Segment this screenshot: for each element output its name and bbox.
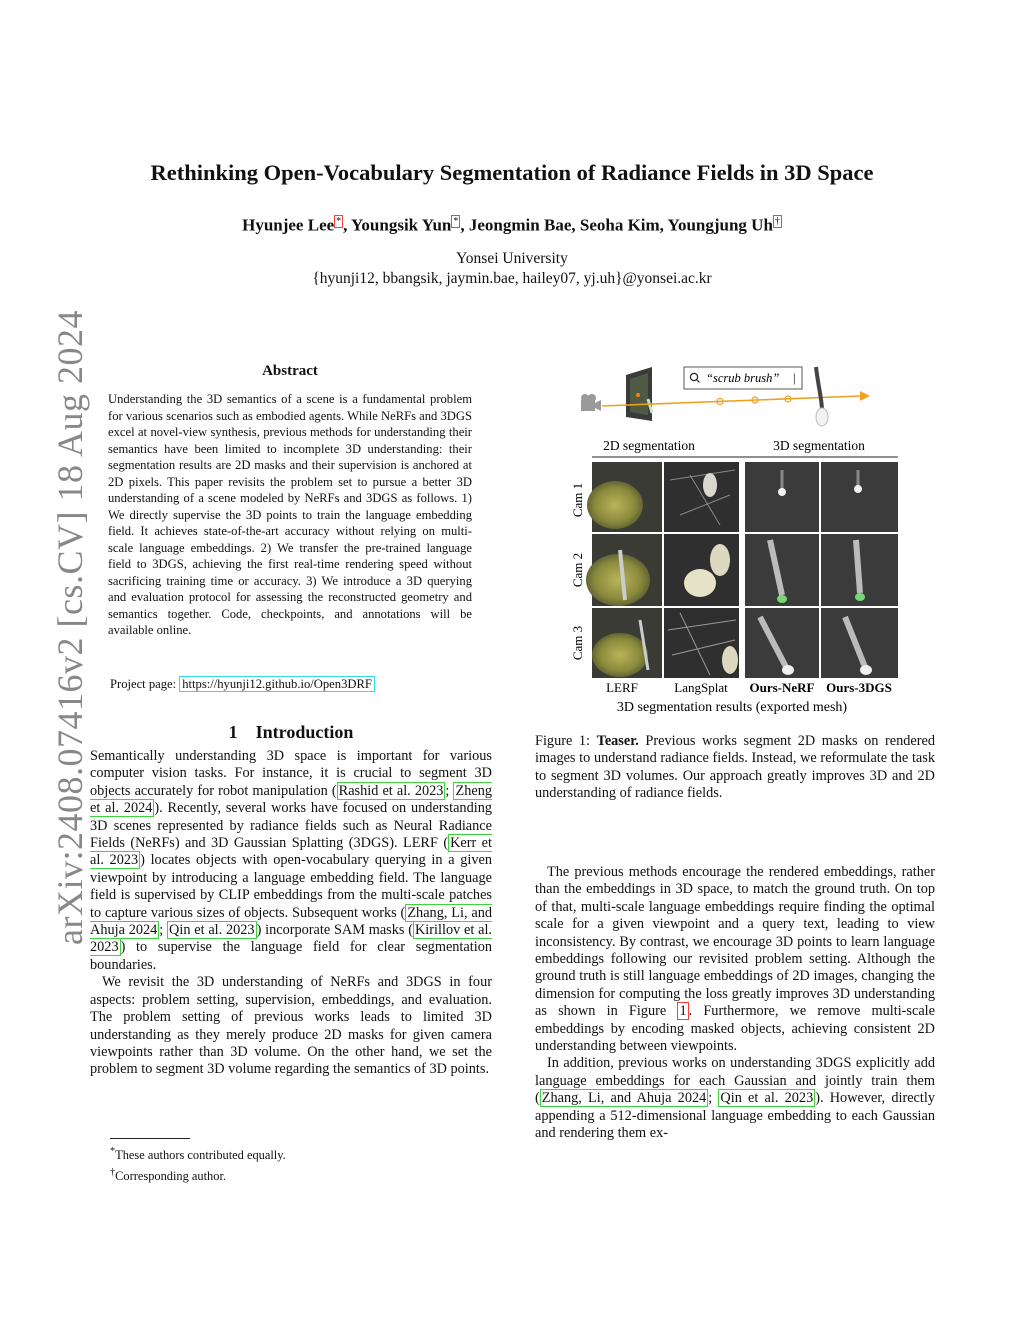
right-column-text — [535, 864, 935, 1143]
footnotes — [110, 1143, 286, 1185]
citation-link[interactable]: Zheng et al. 2024 — [90, 782, 493, 817]
introduction-text — [90, 748, 492, 1079]
text-run: ) locates objects with open-vocabulary querying in a given viewpoint by introducing a language embedding field. The language field is supervised by CLIP embeddings from the multi-scale patches to capture various sizes of objects. Subsequent works ( — [90, 852, 492, 921]
citation-link[interactable]: Kirillov et al. 2023 — [90, 922, 492, 956]
intro-paragraph-1 — [90, 748, 492, 974]
text-run: ). However, directly appending a 512-dimensional language embedding to each Gaussian and rendering them ex- — [535, 1090, 935, 1142]
scrub-brush-object — [816, 367, 828, 426]
abstract-text: Understanding the 3D semantics of a scene is a fundamental problem for various scenarios such as embodied agents. While NeRFs and 3DGS excel at novel-view synthesis, previous methods for understanding their semantics have been limited to incomplete 3D understanding: their segmentation results are 2D masks and their supervision is anchored at 2D pixels. This paper revisits the problem set to pursue a better 3D understanding of a scene modeled by NeRFs and 3DGS as follows. 1) We directly supervise the 3D points to train the language embedding field. It achieves state-of-the-art accuracy without relying on multi-scale language embeddings. 2) We transfer the pre-trained language field to 3DGS, achieving the first real-time rendering speed without sacrificing training time or accuracy. 3) We introduce a 3D querying and evaluation protocol for assessing the reconstructed geometry and semantics together. Code, checkpoints, and annotations will be available online. — [108, 392, 472, 637]
text-run: The previous methods encourage the rendered embeddings, rather than the embeddings in 3D space, to match the ground truth. On top of that, multi-scale language embeddings require finding the optimal scale for a given viewpoint and a query text, leading to view inconsistency. By contrast, we encourage 3D points to learn language embeddings following our revisited problem setting. Although the ground truth is still language embeddings of 2D images, changing the dimension for computing the loss greatly improves 3D understanding as shown in Figure — [535, 864, 935, 1020]
footnote-mark: * — [110, 1146, 116, 1157]
author-2: , Youngsik Yun — [343, 215, 452, 235]
camera-icon — [581, 394, 601, 411]
header-2d-segmentation: 2D segmentation — [603, 438, 695, 453]
caption-label: Figure 1: — [535, 733, 597, 749]
query-cursor: | — [793, 371, 796, 385]
col-label-langsplat: LangSplat — [674, 680, 728, 695]
caption-bold: Teaser. — [596, 733, 639, 749]
text-run: ). Recently, several works have focused on understanding 3D scenes represented by radiance fields such as Neural Radiance Fields (NeRFs) and 3D Gaussian Splatting (3DGS). LERF ( — [90, 800, 493, 852]
right-paragraph-1 — [535, 864, 935, 1055]
arxiv-stamp: arXiv:2408.07416v2 [cs.CV] 18 Aug 2024 — [50, 310, 90, 945]
intro-paragraph-2: We revisit the 3D understanding of NeRFs and 3DGS in four aspects: problem setting, supervision, embeddings, and evaluation. The problem setting of previous works leads to limited 3D understanding as they merely produce 2D masks for given camera viewpoints rather than 3D volume. On the other hand, we set the problem to segment 3D volume regarding the semantics of 3D points. — [90, 974, 492, 1078]
text-run: In addition, previous works on understanding 3DGS explicitly add language embeddings for each Gaussian and jointly train them ( — [535, 1055, 935, 1107]
teaser-figure — [560, 355, 905, 715]
figure-reference-link[interactable]: 1 — [679, 1003, 687, 1020]
right-paragraph-2 — [535, 1055, 935, 1142]
paper-title: Rethinking Open-Vocabulary Segmentation of Radiance Fields in 3D Space — [150, 160, 874, 185]
citation-link[interactable]: Rashid et al. 2023 — [338, 782, 444, 799]
citation-link[interactable]: Qin et al. 2023 — [169, 922, 255, 939]
figure-bottom-label: 3D segmentation results (exported mesh) — [616, 700, 848, 715]
equal-contribution-mark[interactable]: * — [336, 216, 342, 227]
section-title: Introduction — [255, 722, 354, 742]
author-list — [0, 215, 1024, 236]
col-label-lerf: LERF — [606, 680, 638, 695]
citation-link[interactable]: Qin et al. 2023 — [720, 1090, 814, 1107]
text-run: ) to supervise the language field for clear segmentation boundaries. — [90, 939, 492, 973]
project-page — [110, 677, 375, 692]
citation-link[interactable]: Kerr et al. 2023 — [90, 835, 492, 869]
result-grid — [586, 462, 898, 678]
caption-text: Previous works segment 2D masks on rendered images to understand radiance fields. Instead, we reformulate the task to segment 3D volumes. Our approach greatly improves 3D and 2D understanding of radiance fields. — [535, 733, 935, 802]
affiliation: Yonsei University — [456, 250, 568, 267]
citation-link[interactable]: Zhang, Li, and Ahuja 2024 — [90, 904, 492, 939]
text-run: . Furthermore, we remove multi-scale embeddings by encoding masked objects, achieving consistent 2D understanding between viewpoints. — [535, 1003, 935, 1055]
footnote-text: These authors contributed equally. — [115, 1148, 286, 1163]
project-page-label: Project page: — [110, 677, 180, 691]
footnote-text: Corresponding author. — [115, 1169, 226, 1184]
query-box[interactable] — [684, 367, 802, 389]
corresponding-author-mark[interactable]: † — [774, 216, 780, 227]
footnote-mark: † — [110, 1167, 116, 1179]
citation-link[interactable]: Zhang, Li, and Ahuja 2024 — [541, 1090, 707, 1107]
emails: {hyunji12, bbangsik, jaymin.bae, hailey07, yj.uh}@yonsei.ac.kr — [312, 270, 712, 287]
author-1: Hyunjee Lee — [242, 215, 335, 235]
row-label-cam3: Cam 3 — [570, 625, 585, 661]
text-run: ; — [159, 922, 168, 939]
figure-caption — [535, 733, 935, 803]
footnote-2 — [110, 1164, 286, 1185]
header-3d-segmentation: 3D segmentation — [773, 438, 865, 453]
col-label-ours-nerf: Ours-NeRF — [749, 680, 815, 695]
text-run: ) incorporate SAM masks ( — [256, 922, 413, 939]
text-run: ; — [445, 782, 454, 799]
query-text: “scrub brush” — [706, 371, 780, 385]
equal-contribution-mark[interactable]: * — [453, 216, 459, 227]
section-heading-introduction — [90, 722, 492, 743]
rendered-view-thumbnail — [626, 367, 652, 421]
abstract-heading: Abstract — [262, 363, 318, 379]
footnote-1 — [110, 1143, 286, 1164]
author-rest: , Jeongmin Bae, Seoha Kim, Youngjung Uh — [460, 215, 773, 235]
text-run: ; — [708, 1090, 719, 1107]
col-label-ours-3dgs: Ours-3DGS — [826, 680, 892, 695]
row-label-cam1: Cam 1 — [570, 482, 585, 518]
affiliation-block — [0, 249, 1024, 289]
ray-arrowhead — [860, 391, 870, 401]
text-run: Semantically understanding 3D space is important for various computer vision tasks. For instance, it is crucial to segment 3D objects accurately for robot manipulation ( — [90, 748, 492, 799]
footnote-rule — [110, 1138, 190, 1139]
row-label-cam2: Cam 2 — [570, 552, 585, 588]
project-page-link[interactable]: https://hyunji12.github.io/Open3DRF — [179, 676, 375, 692]
section-number: 1 — [228, 722, 238, 742]
